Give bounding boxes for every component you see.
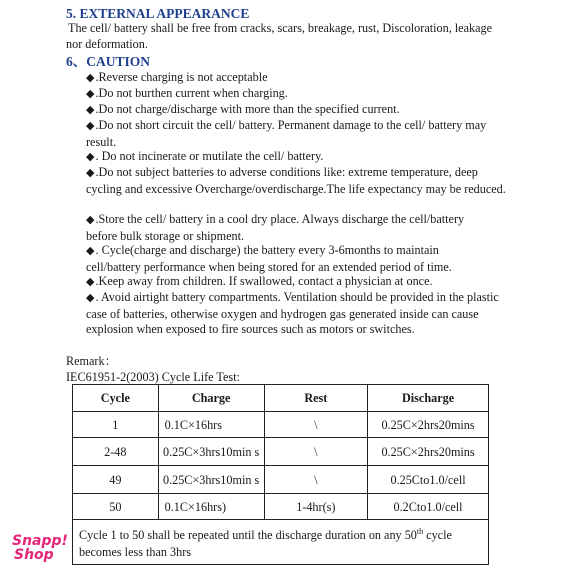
caution-item: ◆.Do not charge/discharge with more than the specified current. [86,102,400,116]
header-charge: Charge [158,385,264,412]
diamond-bullet-icon: ◆ [86,167,95,179]
caution-item: ◆.Keep away from children. If swallowed, contact a physician at once. [86,274,433,288]
cell-charge: 0.25C×3hrs10min s [158,438,264,466]
cycle-life-table [72,384,489,565]
diamond-bullet-icon: ◆ [86,276,95,288]
caution-item: ◆.Store the cell/ battery in a cool dry place. Always discharge the cell/battery before bulk storage or shipment. [86,212,465,243]
cell-rest: \ [264,412,368,438]
table-row [73,466,489,494]
cell-cycle: 49 [73,466,159,494]
diamond-bullet-icon: ◆ [86,72,95,84]
caution-item: ◆.Do not subject batteries to adverse conditions like: extreme temperature, deep cycling and excessive Overcharge/overdischarge.The life expectancy may be reduced. [86,165,506,196]
cell-cycle: 50 [73,494,159,520]
cell-charge: 0.25C×3hrs10min s [158,466,264,494]
cell-cycle: 2-48 [73,438,159,466]
caution-item: ◆. Avoid airtight battery compartments. Ventilation should be provided in the plastic case of batteries, otherwise oxygen and hydrogen gas generated inside can cause explosion when exposed to fire sources such as motors or switches. [86,290,499,337]
remark-label: Remark： [66,354,117,368]
diamond-bullet-icon: ◆ [86,151,95,163]
table-note-row [73,520,489,565]
caution-item: ◆.Do not short circuit the cell/ battery. Permanent damage to the cell/ battery may result. [86,118,487,149]
diamond-bullet-icon: ◆ [86,88,95,100]
diamond-bullet-icon: ◆ [86,245,95,257]
cell-discharge: 0.2Cto1.0/cell [368,494,489,520]
caution-item: ◆. Cycle(charge and discharge) the battery every 3-6months to maintain cell/battery performance when being stored for an extended period of time. [86,243,452,274]
section-5-title: 5. EXTERNAL APPEARANCE [66,6,250,21]
cell-discharge: 0.25Cto1.0/cell [368,466,489,494]
header-rest: Rest [264,385,368,412]
cycle-test-name: IEC61951-2(2003) Cycle Life Test: [66,370,240,384]
cell-rest: 1-4hr(s) [264,494,368,520]
cell-discharge: 0.25C×2hrs20mins [368,438,489,466]
cell-charge: 0.1C×16hrs [158,412,264,438]
caution-item: ◆.Reverse charging is not acceptable [86,70,268,84]
table-row [73,494,489,520]
diamond-bullet-icon: ◆ [86,214,95,226]
diamond-bullet-icon: ◆ [86,104,95,116]
header-cycle: Cycle [73,385,159,412]
diamond-bullet-icon: ◆ [86,120,95,132]
table-note: Cycle 1 to 50 shall be repeated until the discharge duration on any 50th cycle becomes less than 3hrs [73,520,489,565]
snappshop-watermark-logo: Snapp! Shop [12,533,68,563]
cell-rest: \ [264,466,368,494]
section-5-text: The cell/ battery shall be free from cracks, scars, breakage, rust, Discoloration, leakage nor deformation. [66,21,493,51]
caution-item: ◆. Do not incinerate or mutilate the cell/ battery. [86,149,324,163]
table-row [73,438,489,466]
table-row [73,412,489,438]
cell-rest: \ [264,438,368,466]
table-header-row [73,385,489,412]
diamond-bullet-icon: ◆ [86,292,95,304]
header-discharge: Discharge [368,385,489,412]
section-6-title: 6、CAUTION [66,54,151,69]
cell-charge: 0.1C×16hrs) [158,494,264,520]
caution-item: ◆.Do not burthen current when charging. [86,86,288,100]
cell-cycle: 1 [73,412,159,438]
cell-discharge: 0.25C×2hrs20mins [368,412,489,438]
